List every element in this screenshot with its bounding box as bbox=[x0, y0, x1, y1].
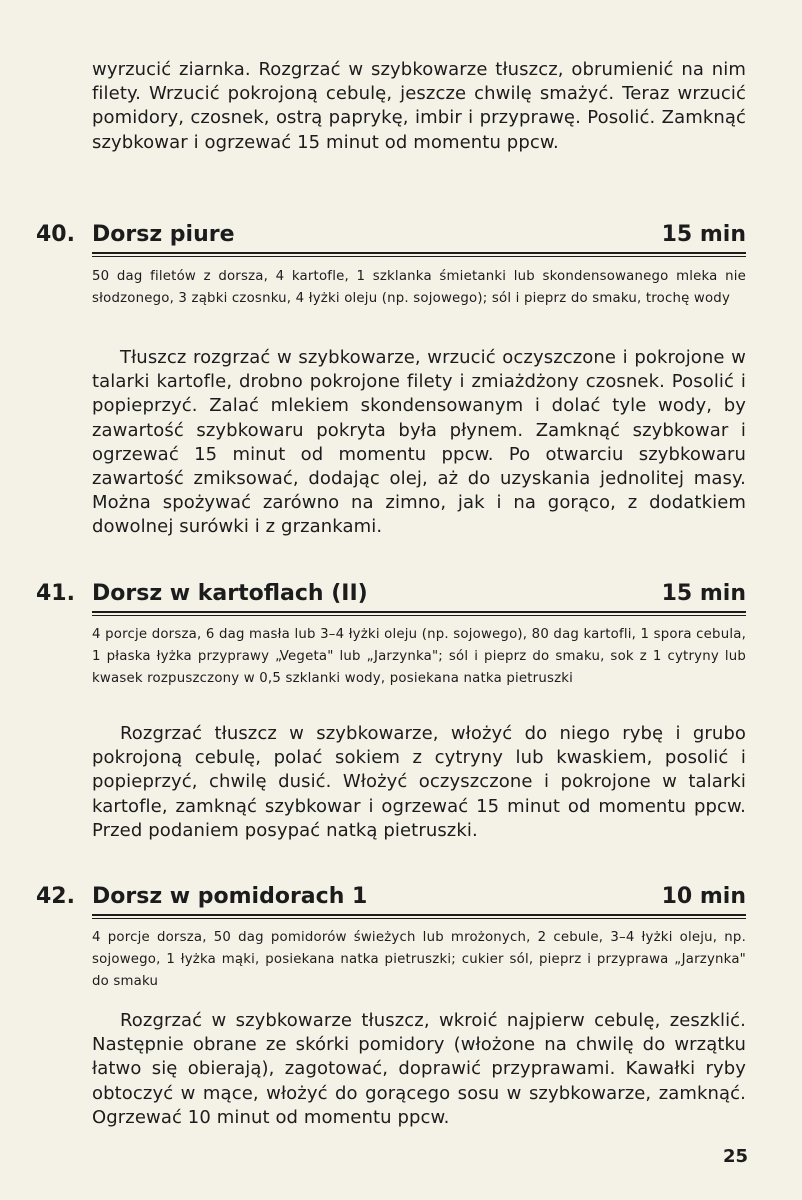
heading-rule bbox=[92, 252, 746, 257]
heading-rule bbox=[92, 611, 746, 616]
intro-paragraph: wyrzucić ziarnka. Rozgrzać w szybkowarze tłuszcz, obrumienić na nim filety. Wrzucić pokrojoną cebulę, jeszcze chwilę smażyć. Teraz wrzucić pomidory, czosnek, ostrą paprykę, imbir i przyprawę. Posolić. Zamknąć szybkowar i ogrzewać 15 minut od momentu ppcw. bbox=[92, 59, 746, 153]
recipe-title: Dorsz w pomidorach 1 bbox=[92, 884, 368, 909]
recipe-title: Dorsz piure bbox=[92, 222, 235, 247]
heading-rule bbox=[92, 914, 746, 919]
recipe-header-41 bbox=[36, 579, 746, 609]
recipe-instructions: Tłuszcz rozgrzać w szybkowarze, wrzucić oczyszczone i pokrojone w talarki kartofle, drobno pokrojone filety i zmiażdżony czosnek. Posolić i popieprzyć. Zalać mlekiem skondensowanym i dolać tyle wody, by zawartość szybkowaru pokryta była płynem. Zamknąć szybkowar i ogrzewać 15 minut od momentu ppcw. Po otwarciu szybkowaru zawartość zmiksować, dodając olej, aż do uzyskania jednolitej masy. Można spożywać zarówno na zimno, jak i na gorąco, z dodatkiem dowolnej surówki i z grzankami. bbox=[92, 347, 746, 538]
recipe-ingredients: 50 dag filetów z dorsza, 4 kartofle, 1 szklanka śmietanki lub skondensowanego mleka nie słodzonego, 3 ząbki czosnku, 4 łyżki oleju (np. sojowego); sól i pieprz do smaku, trochę wody bbox=[92, 269, 746, 307]
recipe-number: 40. bbox=[36, 222, 75, 247]
recipe-instructions: Rozgrzać w szybkowarze tłuszcz, wkroić najpierw cebulę, zeszklić. Następnie obrane ze skórki pomidory (włożone na chwilę do wrzątku łatwo się obierają), zagotować, doprawić przyprawami. Kawałki ryby obtoczyć w mące, włożyć do gorącego sosu w szybkowarze, zamknąć. Ogrzewać 10 minut od momentu ppcw. bbox=[92, 1010, 746, 1128]
recipe-time: 15 min bbox=[661, 581, 746, 606]
recipe-ingredients: 4 porcje dorsza, 50 dag pomidorów świeżych lub mrożonych, 2 cebule, 3–4 łyżki oleju, np. sojowego, 1 łyżka mąki, posiekana natka pietruszki; cukier sól, pieprz i przyprawa „Jarzynka" do smaku bbox=[92, 930, 746, 990]
recipe-time: 15 min bbox=[661, 222, 746, 247]
page-number: 25 bbox=[722, 1146, 748, 1167]
recipe-time: 10 min bbox=[661, 884, 746, 909]
recipe-header-42 bbox=[36, 882, 746, 912]
recipe-title: Dorsz w kartoflach (II) bbox=[92, 581, 368, 606]
recipe-number: 41. bbox=[36, 581, 75, 606]
recipe-ingredients: 4 porcje dorsza, 6 dag masła lub 3–4 łyżki oleju (np. sojowego), 80 dag kartofli, 1 spora cebula, 1 płaska łyżka przyprawy „Vegeta" lub „Jarzynka"; sól i pieprz do smaku, sok z 1 cytryny lub kwasek rozpuszczony w 0,5 szklanki wody, posiekana natka pietruszki bbox=[92, 627, 746, 687]
recipe-instructions: Rozgrzać tłuszcz w szybkowarze, włożyć do niego rybę i grubo pokrojoną cebulę, polać sokiem z cytryny lub kwaskiem, posolić i popieprzyć, chwilę dusić. Włożyć oczyszczone i pokrojone w talarki kartofle, zamknąć szybkowar i ogrzewać 15 minut od momentu ppcw. Przed podaniem posypać natką pietruszki. bbox=[92, 723, 746, 841]
recipe-header-40 bbox=[36, 220, 746, 250]
recipe-number: 42. bbox=[36, 884, 75, 909]
